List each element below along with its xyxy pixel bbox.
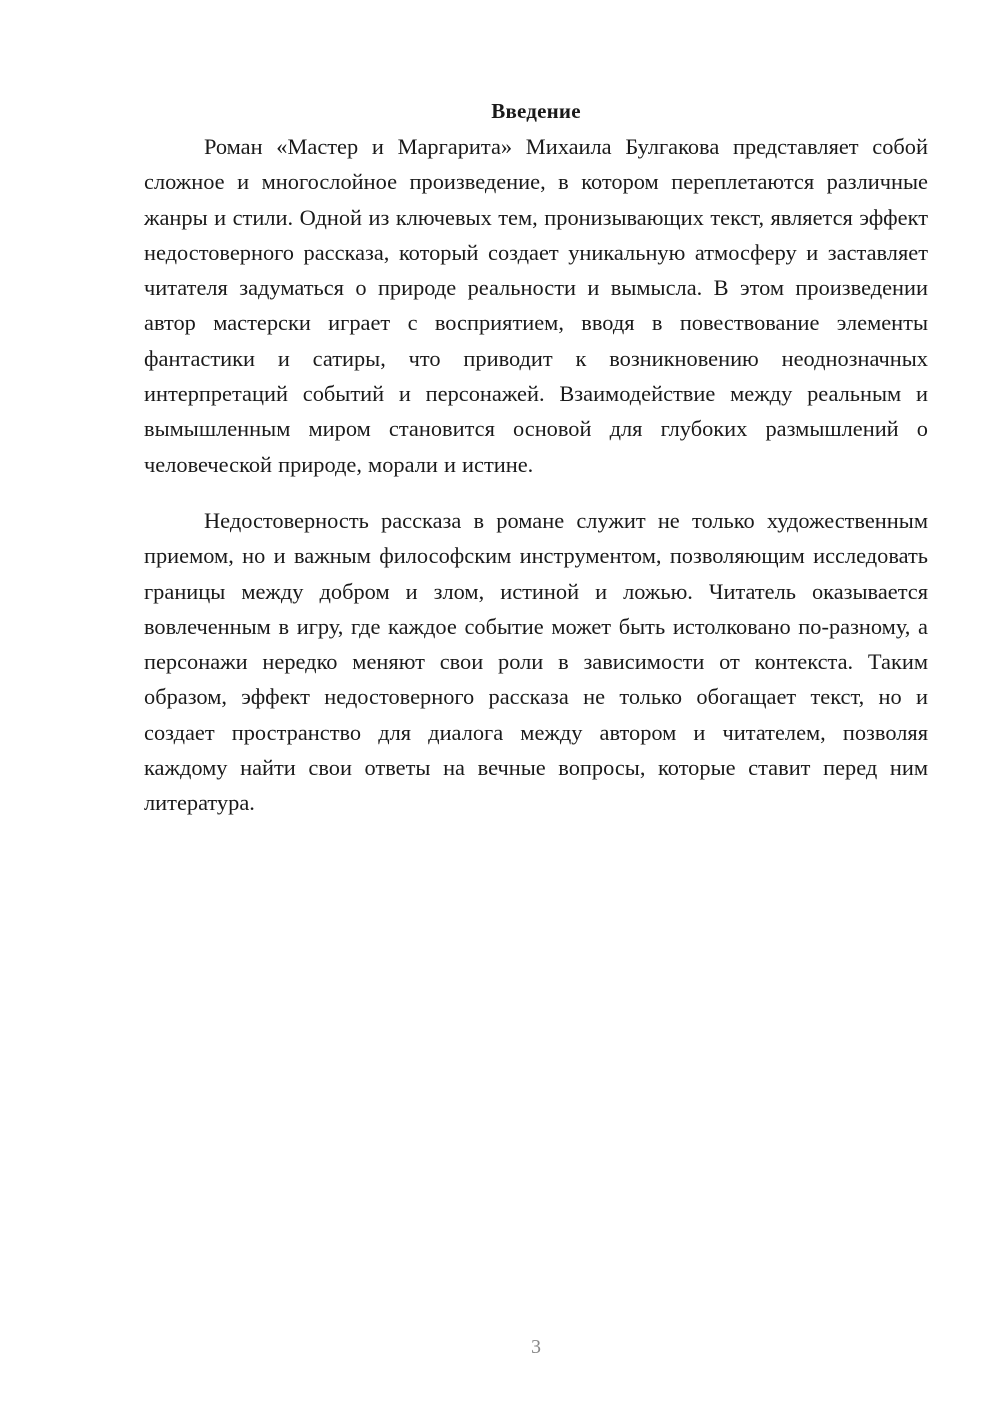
page-content [144, 94, 928, 821]
page-number: 3 [531, 1336, 541, 1358]
paragraph-2: Недостоверность рассказа в романе служит не только художественным приемом, но и важным философским инструментом, позволяющим исследовать границы между добром и злом, истиной и ложью. Читатель оказывается вовлеченным в игру, где каждое событие может быть истолковано по-разному, а персонажи нередко меняют свои роли в зависимости от контекста. Таким образом, эффект недостоверного рассказа не только обогащает текст, но и создает пространство для диалога между автором и читателем, позволяя каждому найти свои ответы на вечные вопросы, которые ставит перед ним литература. [144, 507, 928, 816]
paragraph-1: Роман «Мастер и Маргарита» Михаила Булгакова представляет собой сложное и многослойное произведение, в котором переплетаются различные жанры и стили. Одной из ключевых тем, пронизывающих текст, является эффект недостоверного рассказа, который создает уникальную атмосферу и заставляет читателя задуматься о природе реальности и вымысла. В этом произведении автор мастерски играет с восприятием, вводя в повествование элементы фантастики и сатиры, что приводит к возникновению неоднозначных интерпретаций событий и персонажей. Взаимодействие между реальным и вымышленным миром становится основой для глубоких размышлений о человеческой природе, морали и истине. [144, 134, 928, 477]
section-title: Введение [491, 99, 581, 123]
